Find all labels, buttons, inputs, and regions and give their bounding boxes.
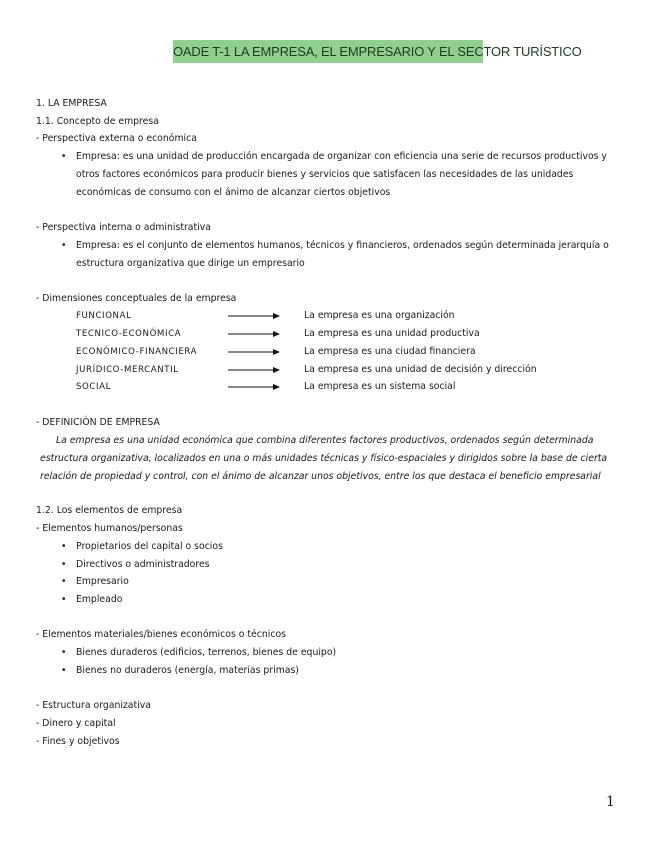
other-element: - Fines y objetivos <box>36 736 120 747</box>
section-heading-1-1: 1.1. Concepto de empresa <box>36 116 159 127</box>
bullet-icon: • <box>61 594 67 605</box>
external-definition: Empresa: es una unidad de producción encargada de organizar con eficiencia una serie de recursos productivos y otros factores económicos para producir bienes y servicios que satisfacen las necesidades de las unidades económicas de consumo con el ánimo de alcanzar ciertos objetivos <box>76 151 607 198</box>
material-elements-heading: - Elementos materiales/bienes económicos o técnicos <box>36 629 286 640</box>
bullet-icon: • <box>61 647 67 658</box>
human-element: Propietarios del capital o socios <box>76 541 223 552</box>
external-perspective-heading: - Perspectiva externa o económica <box>36 133 197 144</box>
arrow-right-icon <box>228 364 280 376</box>
arrow-right-icon <box>228 328 280 340</box>
arrow-right-icon <box>228 346 280 358</box>
dimension-name: ECONÓMICO-FINANCIERA <box>76 347 198 357</box>
definition-heading: - DEFINICIÓN DE EMPRESA <box>36 417 160 428</box>
material-element: Bienes duraderos (edificios, terrenos, bienes de equipo) <box>76 647 337 658</box>
list-item <box>61 573 624 591</box>
section-heading-1-2: 1.2. Los elementos de empresa <box>36 505 183 516</box>
definition-text: La empresa es una unidad económica que combina diferentes factores productivos, ordenados según determinada estructura organizativa, localizados en una o más unidades técnicas y físico-espaciales y dirigidos sobre la base de cierta relación de propiedad y control, con el ánimo de alcanzar unos objetivos, entre los que destaca el beneficio empresarial <box>40 435 608 482</box>
dimension-description: La empresa es una unidad productiva <box>304 328 480 339</box>
section-heading-1: 1. LA EMPRESA <box>36 98 107 109</box>
page-title: OADE T-1 LA EMPRESA, EL EMPRESARIO Y EL SECTOR TURÍSTICO <box>173 40 483 63</box>
bullet-icon: • <box>61 559 67 570</box>
dimensions-heading: - Dimensiones conceptuales de la empresa <box>36 293 237 304</box>
dimension-description: La empresa es una ciudad financiera <box>304 346 476 357</box>
dimension-name: JURÍDICO-MERCANTIL <box>76 365 179 375</box>
list-item <box>61 556 624 574</box>
bullet-icon: • <box>61 240 67 251</box>
dimension-description: La empresa es una organización <box>304 310 455 321</box>
other-element: - Estructura organizativa <box>36 700 151 711</box>
human-element: Directivos o administradores <box>76 559 210 570</box>
internal-definition: Empresa: es el conjunto de elementos humanos, técnicos y financieros, ordenados según determinada jerarquía o estructura organizativa que dirige un empresario <box>76 240 609 269</box>
human-element: Empresario <box>76 576 129 587</box>
dimension-name: TECNICO-ECONÓMICA <box>76 329 182 339</box>
dimension-description: La empresa es una unidad de decisión y dirección <box>304 364 537 375</box>
other-element: - Dinero y capital <box>36 718 116 729</box>
bullet-icon: • <box>61 665 67 676</box>
dimension-name: FUNCIONAL <box>76 311 132 321</box>
dimension-description: La empresa es un sistema social <box>304 381 456 392</box>
human-element: Empleado <box>76 594 123 605</box>
list-item <box>61 644 624 662</box>
material-element: Bienes no duraderos (energía, materias primas) <box>76 665 299 676</box>
dimension-name: SOCIAL <box>76 382 112 392</box>
list-item <box>61 538 624 556</box>
list-item <box>61 662 624 680</box>
list-item <box>61 591 624 609</box>
bullet-icon: • <box>61 151 67 162</box>
list-item <box>61 148 624 202</box>
list-item <box>61 237 624 273</box>
arrow-right-icon <box>228 381 280 393</box>
bullet-icon: • <box>61 541 67 552</box>
bullet-icon: • <box>61 576 67 587</box>
internal-perspective-heading: - Perspectiva interna o administrativa <box>36 222 211 233</box>
human-elements-heading: - Elementos humanos/personas <box>36 523 183 534</box>
page-number: 1 <box>606 794 615 810</box>
arrow-right-icon <box>228 310 280 322</box>
